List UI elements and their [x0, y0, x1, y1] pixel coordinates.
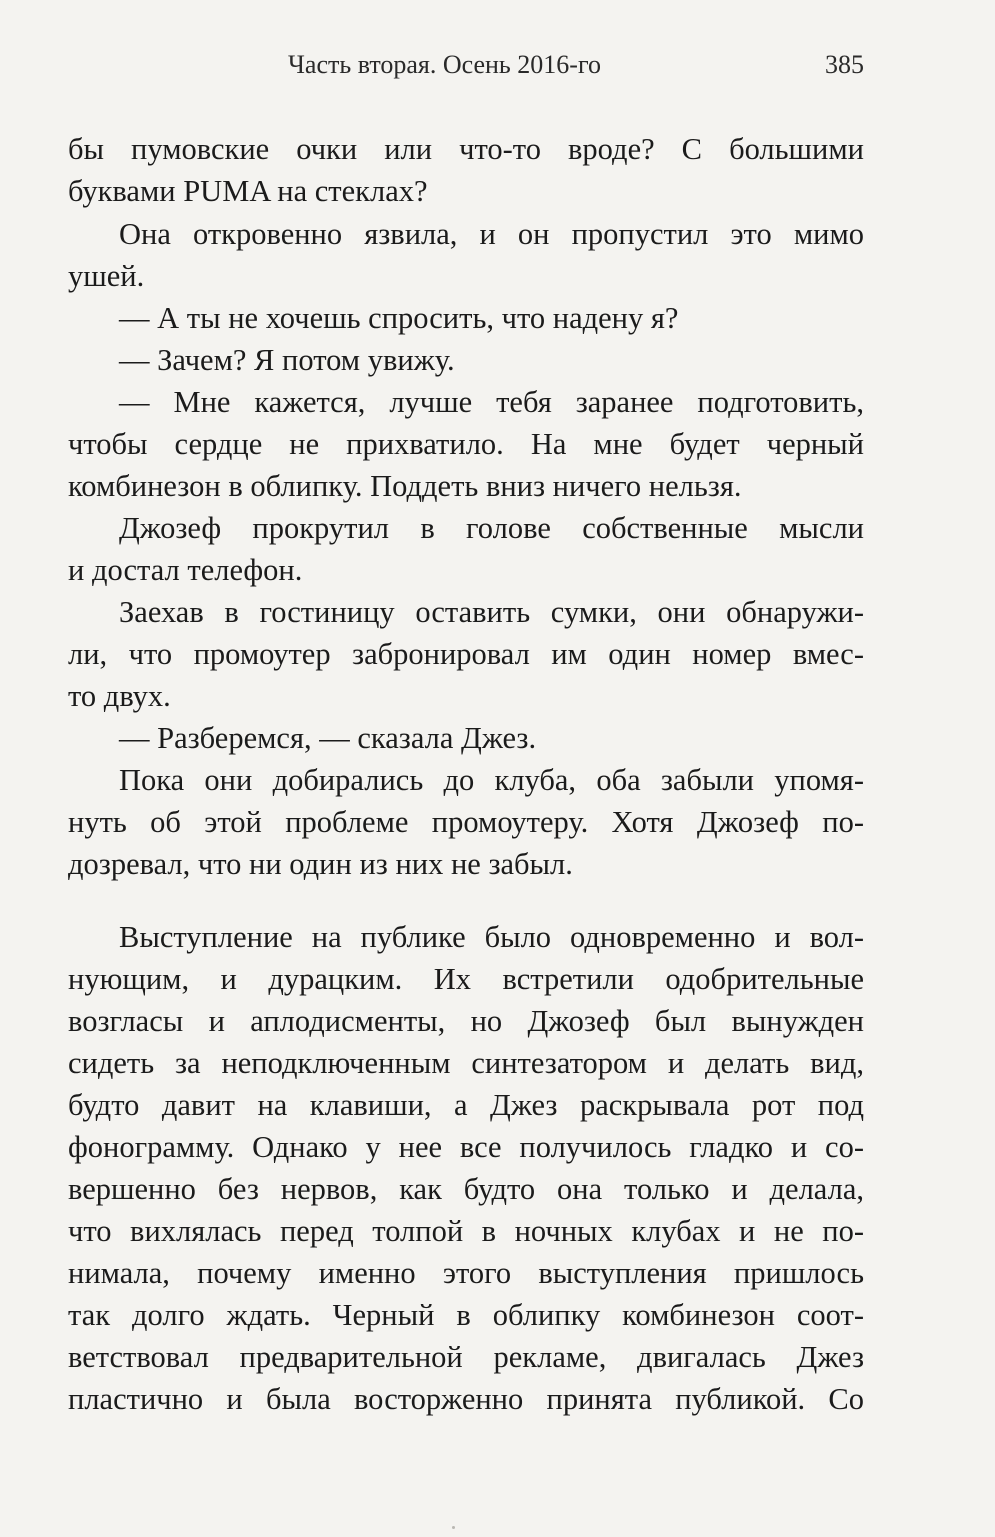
paragraph-10 [68, 916, 864, 1420]
text-line: — Мне кажется, лучше тебя заранее подготовить, [119, 385, 864, 419]
paper-speck [452, 1526, 455, 1529]
text-line: фонограмму. Однако у нее все получилось гладко и со- [68, 1130, 864, 1164]
text-line: что вихлялась перед толпой в ночных клубах и не по- [68, 1214, 864, 1248]
text-line: Пока они добирались до клуба, оба забыли упомя- [119, 763, 864, 797]
text-line: комбинезон в облипку. Поддеть вниз ничего нельзя. [68, 469, 742, 503]
text-line: ли, что промоутер забронировал им один номер вмес- [68, 637, 864, 671]
text-line: Она откровенно язвила, и он пропустил это мимо [119, 217, 864, 251]
text-line: возгласы и аплодисменты, но Джозеф был вынужден [68, 1004, 864, 1038]
paragraph-8 [68, 717, 864, 759]
paragraph-9 [68, 759, 864, 885]
text-line: — А ты не хочешь спросить, что надену я? [119, 301, 679, 335]
paragraph-4 [68, 339, 864, 381]
text-line: — Разберемся, — сказала Джез. [119, 721, 537, 755]
paragraph-5 [68, 381, 864, 507]
paragraph-1 [68, 128, 864, 212]
text-line: нующим, и дурацким. Их встретили одобрительные [68, 962, 864, 996]
text-line: вершенно без нервов, как будто она только и делала, [68, 1172, 864, 1206]
text-line: то двух. [68, 679, 171, 713]
text-line: пластично и была восторженно принята публикой. Со [68, 1382, 864, 1416]
text-line: чтобы сердце не прихватило. На мне будет черный [68, 427, 864, 461]
text-line: дозревал, что ни один из них не забыл. [68, 847, 573, 881]
paragraph-6 [68, 507, 864, 591]
running-title: Часть вторая. Осень 2016-го [288, 50, 601, 79]
text-line: сидеть за неподключенным синтезатором и делать вид, [68, 1046, 864, 1080]
text-line: ветствовал предварительной рекламе, двигалась Джез [68, 1340, 864, 1374]
text-line: Выступление на публике было одновременно и вол- [119, 920, 864, 954]
text-line: ушей. [68, 259, 145, 293]
paragraph-3 [68, 297, 864, 339]
paragraph-2 [68, 213, 864, 297]
text-line: Джозеф прокрутил в голове собственные мысли [119, 511, 864, 545]
page-number: 385 [825, 50, 864, 79]
text-line: Заехав в гостиницу оставить сумки, они обнаружи- [119, 595, 864, 629]
text-line: бы пумовские очки или что-то вроде? С большими [68, 132, 864, 166]
text-line: нуть об этой проблеме промоутеру. Хотя Джозеф по- [68, 805, 864, 839]
text-line: и достал телефон. [68, 553, 303, 587]
text-line: — Зачем? Я потом увижу. [119, 343, 455, 377]
paragraph-7 [68, 591, 864, 717]
text-line: так долго ждать. Черный в облипку комбинезон соот- [68, 1298, 864, 1332]
text-line: будто давит на клавиши, а Джез раскрывала рот под [68, 1088, 864, 1122]
text-line: нимала, почему именно этого выступления пришлось [68, 1256, 864, 1290]
text-line: буквами PUMA на стеклах? [68, 174, 428, 208]
